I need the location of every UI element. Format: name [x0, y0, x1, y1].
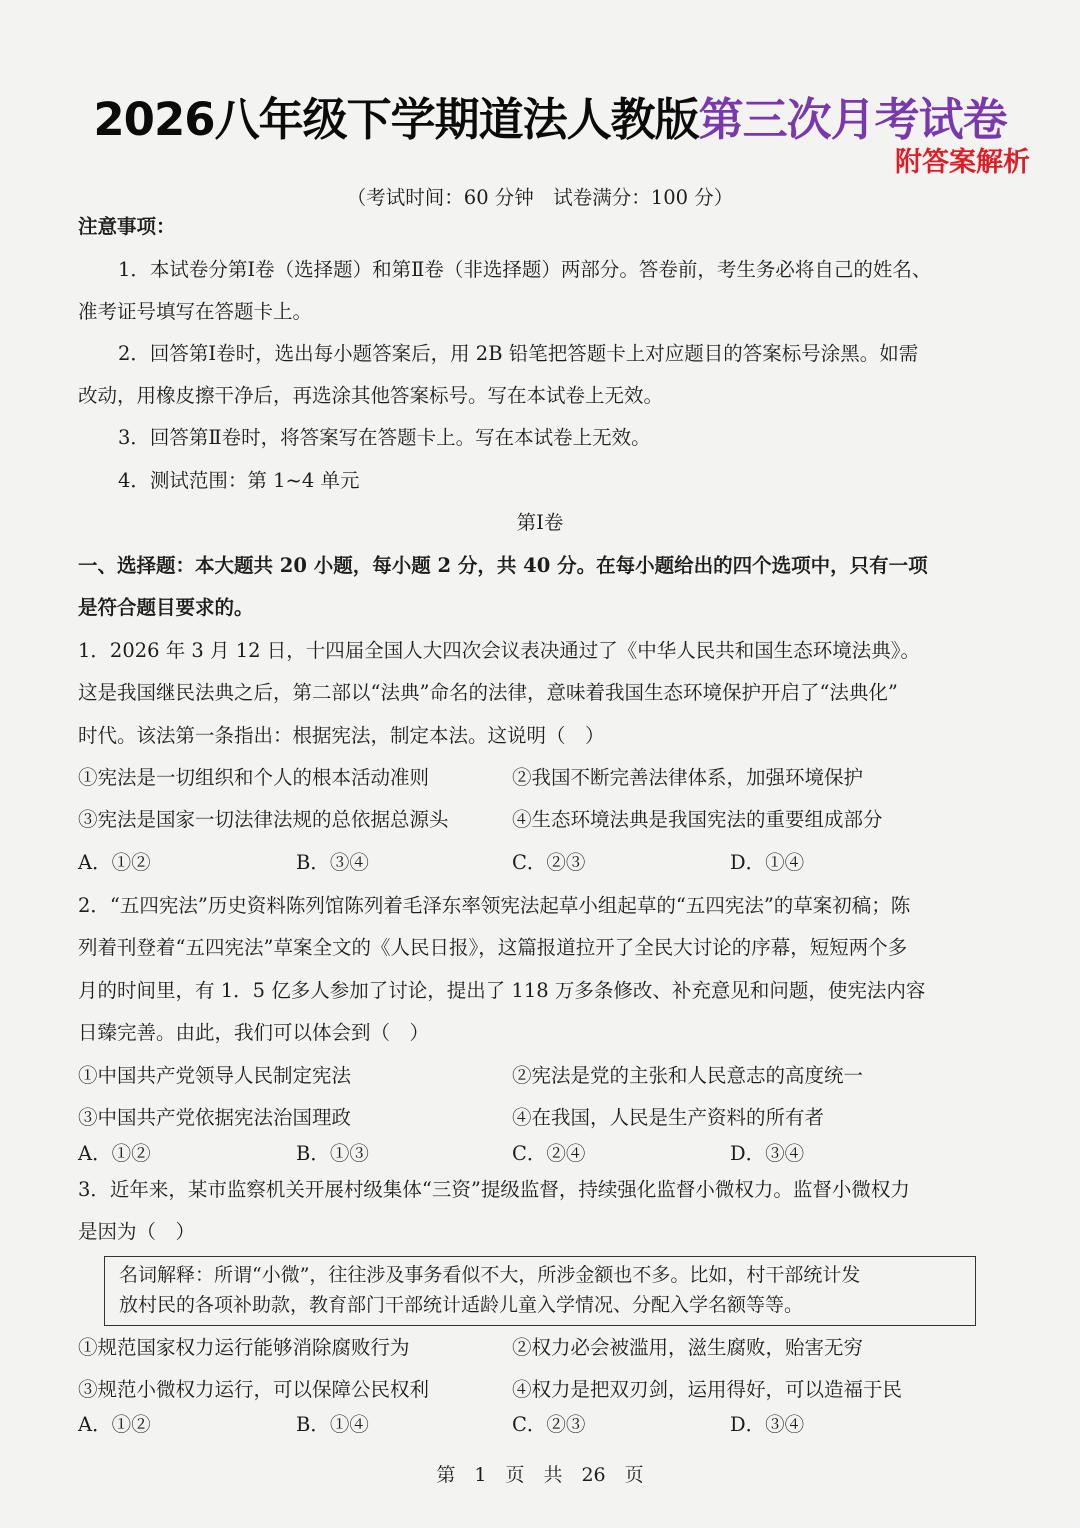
question-stem: 是因为（ ） [78, 1220, 196, 1243]
question-stem: 列着刊登着“五四宪法”草案全文的《人民日报》，这篇报道拉开了全民大讨论的序幕，短短两个多 [78, 936, 908, 959]
notice-line: 改动，用橡皮擦干净后，再选涂其他答案标号。写在本试卷上无效。 [78, 384, 664, 407]
box-line: 放村民的各项补助款，教育部门干部统计适龄儿童入学情况、分配入学名额等等。 [119, 1294, 804, 1316]
answer-choice: A．①② [78, 1142, 151, 1165]
question-stem: 月的时间里，有 1．5 亿多人参加了讨论，提出了 118 万多条修改、补充意见和问题，使宪法内容 [78, 979, 926, 1002]
answer-choice: D．③④ [730, 1413, 805, 1436]
answer-choice: C．②③ [512, 1413, 586, 1436]
statement-item: ③规范小微权力运行，可以保障公民权利 [78, 1378, 430, 1401]
answer-choice: B．①④ [296, 1413, 369, 1436]
question-stem: 2．“五四宪法”历史资料陈列馆陈列着毛泽东率领宪法起草小组起草的“五四宪法”的草案初稿；陈 [78, 894, 911, 917]
answer-choice: B．③④ [296, 851, 369, 874]
statement-item: ②权力必会被滥用，滋生腐败，贻害无穷 [512, 1336, 864, 1359]
statement-item: ②宪法是党的主张和人民意志的高度统一 [512, 1064, 864, 1087]
section-heading: 一、选择题：本大题共 20 小题，每小题 2 分，共 40 分。在每小题给出的四个选项中，只有一项 [78, 554, 928, 577]
notice-heading: 注意事项： [78, 215, 176, 238]
exam-info: （考试时间：60 分钟 试卷满分：100 分） [346, 186, 734, 209]
question-stem: 这是我国继民法典之后，第二部以“法典”命名的法律，意味着我国生态环境保护开启了“法典化” [78, 681, 898, 704]
answer-choice: A．①② [78, 851, 151, 874]
statement-item: ④权力是把双刃剑，运用得好，可以造福于民 [512, 1378, 903, 1401]
statement-item: ②我国不断完善法律体系，加强环境保护 [512, 766, 864, 789]
answer-choice: D．①④ [730, 851, 805, 874]
statement-item: ①中国共产党领导人民制定宪法 [78, 1064, 352, 1087]
statement-item: ③中国共产党依据宪法治国理政 [78, 1106, 352, 1129]
statement-item: ①规范国家权力运行能够消除腐败行为 [78, 1336, 410, 1359]
statement-item: ③宪法是国家一切法律法规的总依据总源头 [78, 808, 449, 831]
section-heading: 是符合题目要求的。 [78, 596, 254, 619]
answer-choice: A．①② [78, 1413, 151, 1436]
notice-line: 3．回答第Ⅱ卷时，将答案写在答题卡上。写在本试卷上无效。 [118, 426, 651, 449]
answer-choice: C．②③ [512, 851, 586, 874]
statement-item: ④生态环境法典是我国宪法的重要组成部分 [512, 808, 883, 831]
title-main: 2026八年级下学期道法人教版 [93, 92, 699, 146]
answer-choice: C．②④ [512, 1142, 586, 1165]
volume-title: 第Ⅰ卷 [516, 511, 564, 534]
title-highlight: 第三次月考试卷 [698, 92, 1007, 146]
statement-item: ①宪法是一切组织和个人的根本活动准则 [78, 766, 430, 789]
question-stem: 1．2026 年 3 月 12 日，十四届全国人大四次会议表决通过了《中华人民共和国生态环境法典》。 [78, 639, 920, 662]
notice-line: 4．测试范围：第 1~4 单元 [118, 469, 360, 492]
statement-item: ④在我国，人民是生产资料的所有者 [512, 1106, 825, 1129]
notice-line: 2．回答第Ⅰ卷时，选出每小题答案后，用 2B 铅笔把答题卡上对应题目的答案标号涂黑。如需 [118, 342, 919, 365]
question-stem: 3．近年来，某市监察机关开展村级集体“三资”提级监督，持续强化监督小微权力。监督小微权力 [78, 1178, 910, 1201]
question-stem: 日臻完善。由此，我们可以体会到（ ） [78, 1021, 430, 1044]
answer-choice: B．①③ [296, 1142, 369, 1165]
notice-line: 1．本试卷分第Ⅰ卷（选择题）和第Ⅱ卷（非选择题）两部分。答卷前，考生务必将自己的姓名、 [118, 258, 932, 281]
answer-key-note: 附答案解析 [895, 147, 1030, 178]
page-number: 第 1 页 共 26 页 [436, 1464, 644, 1486]
question-stem: 时代。该法第一条指出：根据宪法，制定本法。这说明（ ） [78, 724, 605, 747]
term-explanation-box [104, 1256, 976, 1326]
exam-title [60, 80, 1040, 150]
box-line: 名词解释：所谓“小微”，往往涉及事务看似不大，所涉金额也不多。比如，村干部统计发 [119, 1264, 861, 1286]
notice-line: 准考证号填写在答题卡上。 [78, 300, 313, 323]
answer-choice: D．③④ [730, 1142, 805, 1165]
